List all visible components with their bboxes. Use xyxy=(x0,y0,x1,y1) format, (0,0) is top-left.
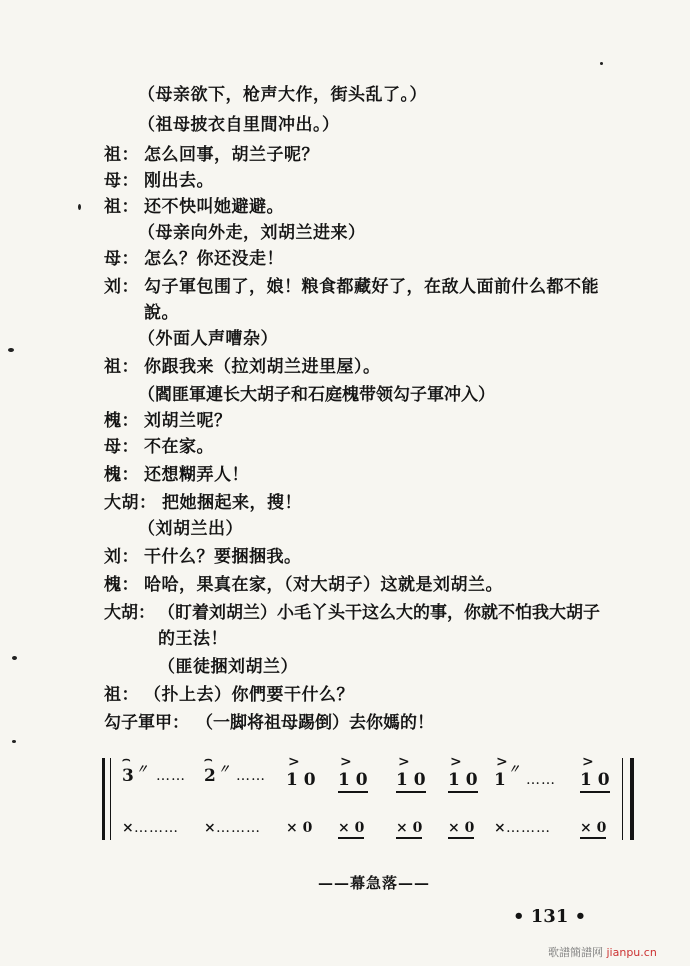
tremolo-mark: 〃 xyxy=(218,762,231,776)
speaker: 母： xyxy=(104,171,139,191)
left-thin-barline xyxy=(110,758,111,840)
speaker: 祖： xyxy=(104,145,139,165)
score-note: 1 0 xyxy=(580,770,610,793)
dialogue-line xyxy=(104,248,284,270)
right-thin-barline xyxy=(622,758,623,840)
dialogue-text: （盯着刘胡兰）小毛丫头干这么大的事，你就不怕我大胡子 xyxy=(158,603,600,623)
speaker: 刘： xyxy=(104,277,139,297)
dotted-hold: …… xyxy=(156,768,186,784)
left-barline xyxy=(102,758,105,840)
speaker: 祖： xyxy=(104,357,139,377)
stage-text: （母亲欲下，枪声大作，街头乱了。） xyxy=(138,85,427,105)
dialogue-line xyxy=(104,410,232,432)
print-speck xyxy=(12,656,17,660)
speaker: 大胡： xyxy=(104,493,157,513)
dialogue-line xyxy=(104,196,284,218)
stage-text: （祖母披衣自里間冲出。） xyxy=(138,115,340,135)
score-beat: × xyxy=(122,820,134,836)
speaker: 槐： xyxy=(104,575,139,595)
percussion-score xyxy=(96,752,640,844)
stage-direction xyxy=(138,222,366,244)
stage-direction xyxy=(138,328,278,350)
dotted-hold: ……… xyxy=(216,820,261,836)
dialogue-text: 还想糊弄人！ xyxy=(144,465,249,485)
dialogue-text: 勾子軍包围了，娘！粮食都藏好了，在敌人面前什么都不能 xyxy=(144,277,599,297)
stage-direction xyxy=(158,656,298,678)
score-beat: × xyxy=(204,820,216,836)
speaker: 祖： xyxy=(104,197,139,217)
dialogue-line xyxy=(104,144,319,166)
dialogue-line xyxy=(104,170,214,192)
speaker: 母： xyxy=(104,437,139,457)
dialogue-text: 你跟我来（拉刘胡兰进里屋）。 xyxy=(144,357,381,377)
dialogue-line xyxy=(104,602,600,624)
speaker: 刘： xyxy=(104,547,139,567)
dialogue-line xyxy=(104,276,599,298)
right-barline xyxy=(630,758,634,840)
dialogue-line xyxy=(104,546,302,568)
stage-direction xyxy=(138,384,495,406)
accent-mark: > xyxy=(398,754,410,770)
tremolo-mark: 〃 xyxy=(508,762,521,776)
dotted-hold: …… xyxy=(236,768,266,784)
dialogue-text: 說。 xyxy=(144,303,179,323)
score-note: 1 xyxy=(494,770,506,790)
stage-text: （外面人声嘈杂） xyxy=(138,329,278,349)
print-speck xyxy=(12,740,16,743)
score-note: 2 xyxy=(204,766,216,786)
score-note: 1 0 xyxy=(448,770,478,793)
stage-text: （閻匪軍連长大胡子和石庭槐带领勾子軍冲入） xyxy=(138,385,495,405)
speaker: 勾子軍甲： xyxy=(104,713,189,733)
fermata-mark: ⌢ xyxy=(122,752,131,767)
score-beat: × 0 xyxy=(338,820,364,839)
fermata-mark: ⌢ xyxy=(204,752,213,767)
score-beat: × 0 xyxy=(448,820,474,839)
dialogue-line xyxy=(104,712,434,734)
stage-text: （母亲向外走，刘胡兰进来） xyxy=(138,223,366,243)
print-speck xyxy=(600,62,603,65)
page-number: • 131 • xyxy=(513,906,587,927)
speaker: 大胡： xyxy=(104,603,155,623)
dotted-hold: ……… xyxy=(134,820,179,836)
accent-mark: > xyxy=(450,754,462,770)
dialogue-line xyxy=(104,684,354,706)
dialogue-continuation xyxy=(144,302,179,324)
speaker: 祖： xyxy=(104,685,139,705)
dialogue-line xyxy=(104,436,214,458)
dialogue-text: 哈哈，果真在家，（对大胡子）这就是刘胡兰。 xyxy=(144,575,503,595)
curtain-falls: ——幕急落—— xyxy=(318,874,431,892)
stage-direction xyxy=(138,114,340,136)
dialogue-line xyxy=(104,464,249,486)
tremolo-mark: 〃 xyxy=(136,762,149,776)
score-note: 1 0 xyxy=(396,770,426,793)
dialogue-text: （一脚将祖母踢倒）去你媽的！ xyxy=(196,713,434,733)
dialogue-text: 还不快叫她避避。 xyxy=(144,197,284,217)
dialogue-text: 不在家。 xyxy=(144,437,214,457)
dialogue-line xyxy=(104,492,302,514)
stage-direction xyxy=(138,84,427,106)
stage-direction xyxy=(138,518,243,540)
accent-mark: > xyxy=(340,754,352,770)
accent-mark: > xyxy=(582,754,594,770)
dialogue-text: 怎么回事，胡兰子呢？ xyxy=(144,145,319,165)
dialogue-text: 干什么？要捆捆我。 xyxy=(144,547,302,567)
speaker: 槐： xyxy=(104,411,139,431)
score-beat: × 0 xyxy=(396,820,422,839)
stage-text: （匪徒捆刘胡兰） xyxy=(158,657,298,677)
dialogue-line xyxy=(104,356,381,378)
dialogue-text: 刚出去。 xyxy=(144,171,214,191)
dotted-hold: ……… xyxy=(506,820,551,836)
dialogue-continuation xyxy=(158,628,228,650)
stage-text: （刘胡兰出） xyxy=(138,519,243,539)
score-note: 1 0 xyxy=(286,770,316,790)
watermark-url: jianpu.cn xyxy=(606,946,657,959)
score-beat: × 0 xyxy=(580,820,606,839)
accent-mark: > xyxy=(288,754,300,770)
speaker: 槐： xyxy=(104,465,139,485)
score-beat: × xyxy=(494,820,506,836)
dialogue-text: （扑上去）你們要干什么？ xyxy=(144,685,354,705)
dotted-hold: …… xyxy=(526,772,556,788)
watermark-site: 歌譜簡譜网 xyxy=(548,946,603,959)
dialogue-text: 刘胡兰呢？ xyxy=(144,411,232,431)
score-note: 1 0 xyxy=(338,770,368,793)
accent-mark: > xyxy=(496,754,508,770)
dialogue-line xyxy=(104,574,503,596)
speaker: 母： xyxy=(104,249,139,269)
dialogue-text: 把她捆起来，搜！ xyxy=(162,493,302,513)
print-speck xyxy=(8,348,14,352)
score-beat: × 0 xyxy=(286,820,313,836)
print-speck xyxy=(78,204,81,210)
score-note: 3 xyxy=(122,766,134,786)
dialogue-text: 的王法！ xyxy=(158,629,228,649)
dialogue-text: 怎么？你还没走！ xyxy=(144,249,284,269)
watermark xyxy=(548,944,657,960)
